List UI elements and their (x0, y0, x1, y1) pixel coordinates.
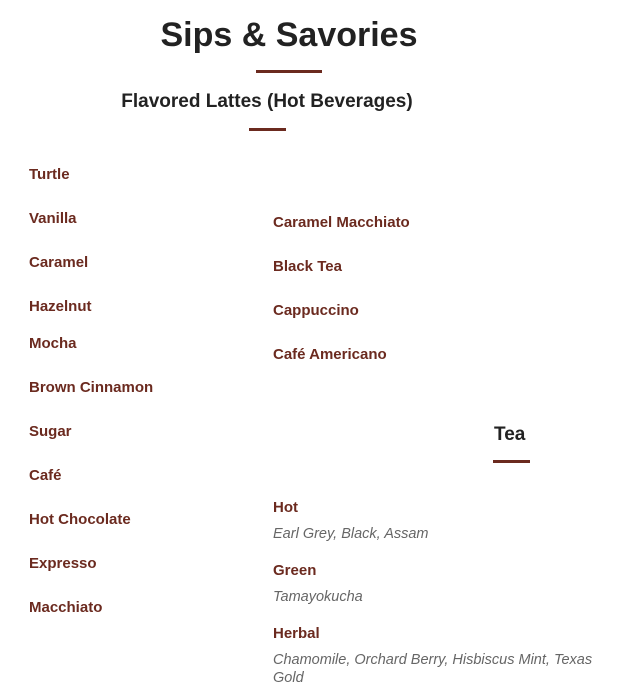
menu-item-caramel: Caramel (29, 254, 89, 271)
lattes-divider (249, 128, 286, 131)
menu-item-macchiato: Macchiato (29, 599, 103, 616)
menu-item-expresso: Expresso (29, 555, 97, 572)
tea-item-green: Green (273, 562, 317, 579)
menu-item-hazelnut: Hazelnut (29, 298, 92, 315)
menu-item-black-tea: Black Tea (273, 258, 342, 275)
tea-item-green-desc: Tamayokucha (273, 589, 363, 605)
page-title: Sips & Savories (160, 16, 418, 54)
tea-item-herbal: Herbal (273, 625, 320, 642)
menu-item-mocha: Mocha (29, 335, 77, 352)
section-title-tea: Tea (494, 424, 526, 445)
tea-divider (493, 460, 530, 463)
menu-item-cappuccino: Cappuccino (273, 302, 359, 319)
menu-item-caramel-macchiato: Caramel Macchiato (273, 214, 410, 231)
tea-item-hot-desc: Earl Grey, Black, Assam (273, 526, 429, 542)
menu-item-brown-cinnamon: Brown Cinnamon (29, 379, 154, 396)
menu-item-vanilla: Vanilla (29, 210, 77, 227)
menu-item-hot-chocolate: Hot Chocolate (29, 511, 131, 528)
menu-item-sugar: Sugar (29, 423, 72, 440)
title-divider (256, 70, 322, 73)
menu-item-cafe: Café (29, 467, 62, 484)
section-title-lattes: Flavored Lattes (Hot Beverages) (121, 91, 413, 112)
menu-item-cafe-americano: Café Americano (273, 346, 387, 363)
tea-item-herbal-desc: Chamomile, Orchard Berry, Hisbiscus Mint, Texas Gold (273, 652, 593, 686)
tea-item-hot: Hot (273, 499, 298, 516)
menu-item-turtle: Turtle (29, 166, 70, 183)
